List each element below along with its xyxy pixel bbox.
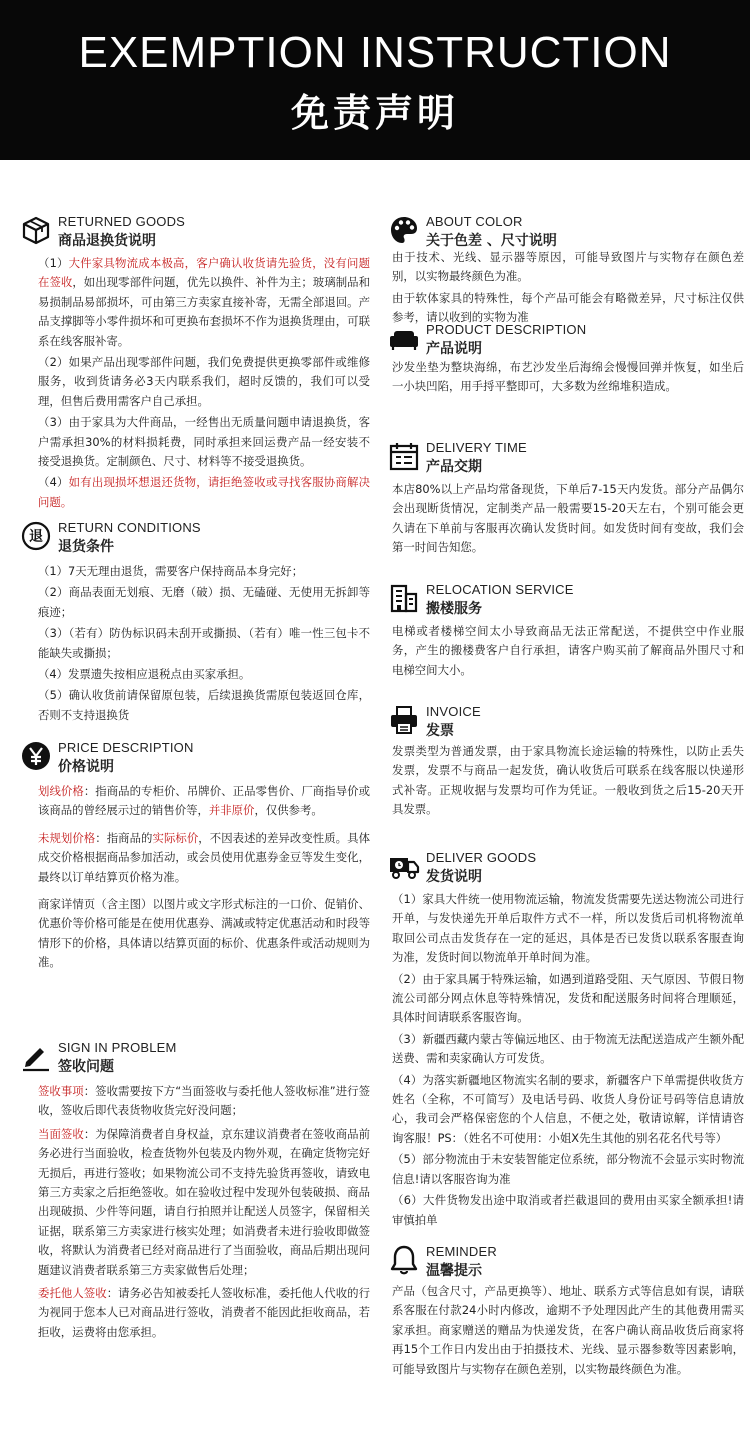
page-title-cn: 免责声明	[290, 91, 459, 135]
section-body	[388, 622, 744, 680]
section-body	[388, 480, 744, 558]
section-title-cn: 关于色差 、尺寸说明	[426, 233, 557, 249]
section-title-en: DELIVER GOODS	[426, 850, 537, 865]
section-body	[388, 248, 744, 328]
section-invoice	[388, 704, 744, 822]
paragraph: 签收事项：签收需要按下方“当面签收与委托他人签收标准”进行签收，签收后即代表货物收货完好没问题；	[38, 1084, 370, 1118]
paragraph: （1）大件家具物流成本极高，客户确认收货请先验货，没有问题在签收，如出现零部件问题，优先以换件、补件为主；玻璃制品和易损制品易部损坏，可由第三方卖家直接补寄，无需全部退回。产品支撑脚等小零件损坏和可更换布套损坏不作为退换货理由，可联系在线客服补寄。	[38, 256, 370, 348]
list-item: （3）（若有）防伪标识码未刮开或撕损、（若有）唯一性三包卡不能缺失或撕损；	[38, 626, 370, 660]
section-body	[388, 358, 744, 397]
sofa-icon	[388, 322, 420, 354]
section-price-description	[20, 740, 370, 975]
section-body	[20, 562, 370, 725]
section-body	[388, 890, 744, 1230]
section-title-cn: 发货说明	[426, 869, 482, 885]
section-title-en: ABOUT COLOR	[426, 214, 523, 229]
list-item: （1）家具大件统一使用物流运输，物流发货需要先送达物流公司进行开单，与发快递先开单后取件方式不一样，所以发货后司机将物流单取回公司点击发货存在一定的延迟，具体是否已发货以联系客服查询为准，发货时间以物流单开单时间为准。	[392, 892, 744, 965]
section-sign-in-problem	[20, 1040, 370, 1344]
building-icon	[388, 582, 420, 614]
section-body	[20, 1082, 370, 1342]
section-title-cn: 温馨提示	[426, 1263, 482, 1279]
section-body	[20, 782, 370, 973]
section-title-cn: 搬楼服务	[426, 601, 482, 617]
paragraph: 划线价格：指商品的专柜价、吊牌价、正品零售价、厂商指导价或该商品的曾经展示过的销售价等，并非原价，仅供参考。	[38, 784, 370, 818]
list-item: （5）确认收货前请保留原包装，后续退换货需原包装返回仓库，否则不支持退换货	[38, 688, 370, 722]
paragraph: 由于软体家具的特殊性，每个产品可能会有略微差异，尺寸标注仅供参考，请以收到的实物为准	[392, 290, 744, 325]
paragraph: 电梯或者楼梯空间太小导致商品无法正常配送，不提供空中作业服务，产生的搬楼费客户自行承担，请客户购买前了解商品外围尺寸和电梯空间大小。	[392, 624, 744, 677]
list-item: （6）大件货物发出途中取消或者拦截退回的费用由买家全额承担!请审慎拍单	[392, 1193, 744, 1227]
box-icon	[20, 214, 52, 246]
calendar-icon	[388, 440, 420, 472]
svg-text:退: 退	[29, 529, 43, 545]
list-item: （3）新疆西藏内蒙古等偏远地区、由于物流无法配送造成产生额外配送费、需和卖家确认方可发货。	[392, 1031, 744, 1066]
paragraph: 本店80%以上产品均常备现货，下单后7-15天内发货。部分产品偶尔会出现断货情况，定制类产品一般需要15-20天左右，个别可能会更久请在下单前与客服再次确认发货时间。如发货时间有变故，我们会第一时间告知您。	[392, 482, 744, 555]
section-title-en: DELIVERY TIME	[426, 440, 527, 455]
section-reminder	[388, 1244, 744, 1381]
section-product-description	[388, 322, 744, 399]
section-title-en: INVOICE	[426, 704, 481, 719]
paragraph: 当面签收：为保障消费者自身权益，京东建议消费者在签收商品前务必进行当面验收，检查货物外包装及内物外观，在确定货物完好无损后，再进行签收；如果物流公司不支持先验货再签收，请致电第三方卖家之后拒绝签收。如在验收过程中发现外包装破损、商品出现破损、少件等问题，请自行拍照并让配送人员签字，保留相关证据，联系第三方卖家进行核实处理；如消费者未进行验收即做签收，将默认为消费者已经对商品进行了当面验收，商品后期出现问题建议消费者联系第三方卖家做售后处理；	[38, 1126, 370, 1277]
section-title-cn: 商品退换货说明	[58, 233, 156, 249]
list-item: （4）发票遗失按相应退税点由买家承担。	[38, 667, 251, 682]
section-delivery-time	[388, 440, 744, 560]
section-title-cn: 产品交期	[426, 459, 482, 475]
palette-icon	[388, 214, 420, 246]
section-title-en: RETURNED GOODS	[58, 214, 186, 229]
paragraph: 沙发坐垫为整块海绵，布艺沙发坐后海绵会慢慢回弹并恢复，如坐后一小块凹陷，用手捋平整即可，大多数为丝绵堆积造成。	[392, 360, 744, 394]
paragraph: 由于技术、光线、显示器等原因，可能导致图片与实物存在颜色差别，以实物最终颜色为准。	[392, 250, 744, 284]
section-body	[388, 1282, 744, 1379]
section-deliver-goods	[388, 850, 744, 1232]
list-item: （5）部分物流由于未安装智能定位系统，部分物流不会显示实时物流信息!请以客服咨询为准	[392, 1152, 744, 1186]
header-banner	[0, 0, 750, 160]
pen-sign-icon	[20, 1040, 52, 1072]
page-title-en: EXEMPTION INSTRUCTION	[78, 28, 672, 77]
section-title-en: PRICE DESCRIPTION	[58, 740, 194, 755]
section-relocation-service	[388, 582, 744, 682]
yen-icon	[20, 740, 52, 772]
paragraph: 产品（包含尺寸，产品更换等）、地址、联系方式等信息如有误，请联系客服在付款24小时内修改，逾期不予处理因此产生的其他费用需买家承担。商家赠送的赠品为快递发货，在客户确认商品收货后商家将再15个工作日内发出由于拍摄技术、光线、显示器参数等因素影响，可能导致图片与实物存在颜色差别，以实物最终颜色为准。	[392, 1284, 744, 1376]
paragraph: （3）由于家具为大件商品，一经售出无质量问题申请退换货，客户需承担30%的材料损耗费，同时承担来回运费产品一经安装不接受退换货。定制颜色、尺寸、材料等不接受退换货。	[38, 415, 370, 469]
section-title-cn: 签收问题	[58, 1059, 114, 1075]
section-title-en: REMINDER	[426, 1244, 497, 1259]
section-title-cn: 发票	[426, 723, 454, 739]
paragraph: 委托他人签收：请务必告知被委托人签收标准，委托他人代收的行为视同于您本人已对商品进行签收，消费者不能因此拒收商品，若拒收，运费将由您承担。	[38, 1286, 370, 1339]
paragraph: 未规划价格：指商品的实际标价，不因表述的差异改变性质。具体成交价格根据商品参加活动，或会员使用优惠券金豆等发生变化，最终以订单结算页价格为准。	[38, 830, 370, 884]
section-returned-goods	[20, 214, 370, 514]
section-about-color	[388, 214, 744, 330]
section-title-en: RETURN CONDITIONS	[58, 520, 201, 535]
section-body	[20, 254, 370, 512]
section-title-en: RELOCATION SERVICE	[426, 582, 574, 597]
section-title-cn: 价格说明	[58, 759, 114, 775]
paragraph: （4）如有出现损坏想退还货物，请拒绝签收或寻找客服协商解决问题。	[38, 475, 370, 509]
list-item: （1）7天无理由退货，需要客户保持商品本身完好；	[38, 564, 304, 578]
paragraph: （2）如果产品出现零部件问题，我们免费提供更换零部件或维修服务，收到货请务必3天内联系我们，超时反馈的，我们可以受理，但售后费用需客户自己承担。	[38, 355, 370, 408]
list-item: （4）为落实新疆地区物流实名制的要求，新疆客户下单需提供收货方姓名（全称，不可简写）及电话号码、收货人身份证号码等信息请放心，我司会严格保密您的个人信息，不便之处，敬请谅解，详情请咨询客服！PS：（姓名不可使用：小姐X先生其他的别名花名代号等）	[392, 1072, 744, 1145]
paragraph: 发票类型为普通发票，由于家具物流长途运输的特殊性，以防止丢失发票，发票不与商品一起发货，确认收货后可联系在线客服以快递形式补寄。正规收据与发票均可作为凭证。一般收到货之后15-20天开具发票。	[392, 744, 744, 817]
truck-icon	[388, 850, 420, 882]
section-title-en: PRODUCT DESCRIPTION	[426, 322, 587, 337]
section-body	[388, 742, 744, 820]
list-item: （2）商品表面无划痕、无磨（破）损、无磕碰、无使用无拆卸等痕迹；	[38, 585, 370, 619]
section-title-cn: 产品说明	[426, 341, 482, 357]
section-title-en: SIGN IN PROBLEM	[58, 1040, 177, 1055]
section-title-cn: 退货条件	[58, 539, 114, 555]
bell-icon	[388, 1244, 420, 1276]
list-item: （2）由于家具属于特殊运输，如遇到道路受阻、天气原因、节假日物流公司部分网点休息等特殊情况，发货和配送服务时间将合理顺延，具体时间请联系客服咨询。	[392, 971, 744, 1025]
paragraph: 商家详情页（含主图）以图片或文字形式标注的一口价、促销价、优惠价等价格可能是在使用优惠券、满减或特定优惠活动和时段等情形下的价格，具体请以结算页面的标价、优惠条件或活动规则为准。	[38, 897, 370, 970]
printer-icon	[388, 704, 420, 736]
return-seal-icon	[20, 520, 52, 552]
section-return-conditions	[20, 520, 370, 727]
